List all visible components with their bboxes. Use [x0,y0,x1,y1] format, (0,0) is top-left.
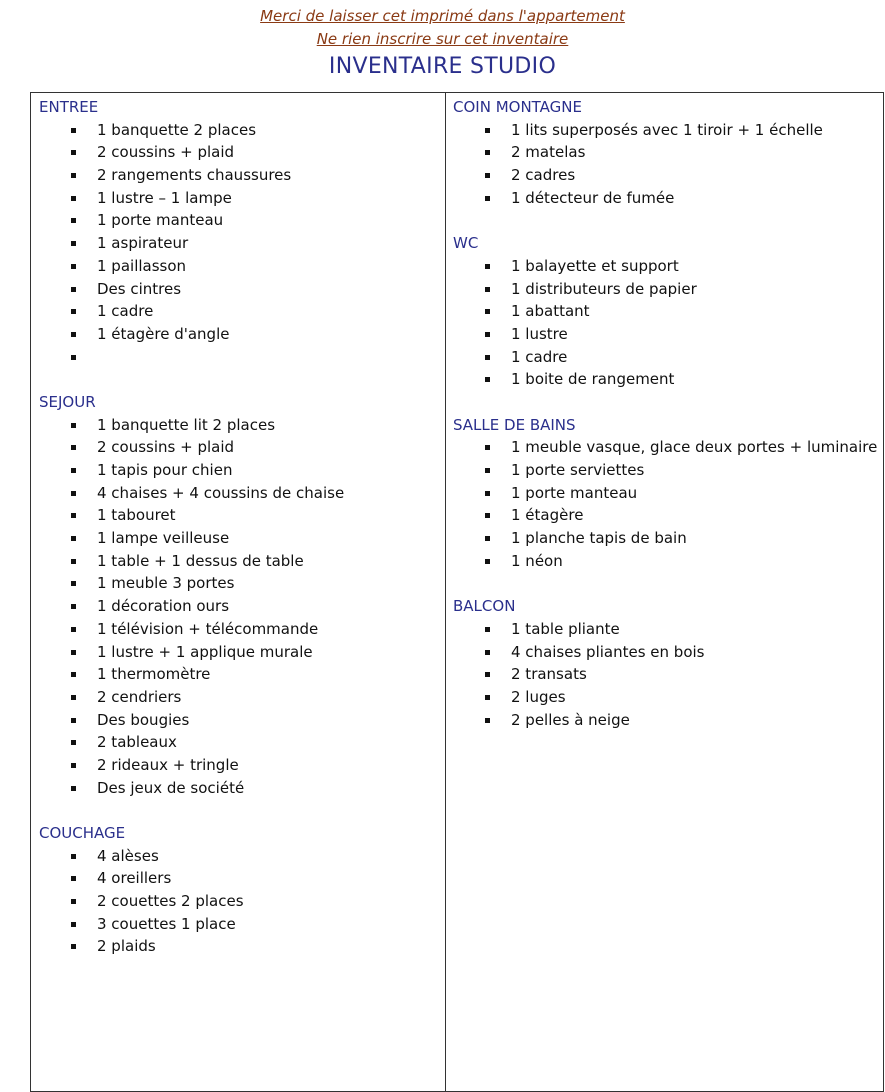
list-item [39,414,439,437]
square-bullet-icon [71,672,76,677]
square-bullet-icon [71,423,76,428]
list-item [453,164,881,187]
list-item [39,709,439,732]
list-item [453,663,881,686]
square-bullet-icon [71,627,76,632]
section-spacer [453,209,881,232]
list-item-label: 4 alèses [97,846,159,865]
list-coin-montagne [453,119,881,210]
list-item-label: 3 couettes 1 place [97,914,236,933]
list-item-label: 2 luges [511,687,566,706]
section-title-sejour: SEJOUR [39,392,96,411]
list-item-label: 1 porte manteau [97,211,224,230]
list-item [453,141,881,164]
square-bullet-icon [71,718,76,723]
section-spacer [453,391,881,414]
list-entree [39,119,439,369]
list-item-label: 2 tableaux [97,733,177,752]
list-item [39,164,439,187]
list-item-label: 1 distributeurs de papier [511,279,697,298]
square-bullet-icon [71,740,76,745]
list-item [39,663,439,686]
section-spacer [39,799,439,822]
list-item [453,119,881,142]
list-item [453,187,881,210]
square-bullet-icon [485,695,490,700]
list-item [39,550,439,573]
list-item-label: 2 coussins + plaid [97,438,235,457]
list-item-label: 1 meuble vasque, glace deux portes + luminaire [511,438,878,457]
list-item [39,346,439,369]
list-item-label: 1 table pliante [511,619,620,638]
list-item [39,459,439,482]
list-balcon [453,618,881,731]
square-bullet-icon [71,196,76,201]
square-bullet-icon [485,173,490,178]
list-item-label: 1 télévision + télécommande [97,619,319,638]
list-item [453,368,881,391]
section-title-coin-montagne: COIN MONTAGNE [453,98,582,116]
list-item [39,209,439,232]
list-item [39,482,439,505]
section-title-couchage: COUCHAGE [39,824,126,842]
list-item-label: 1 cadre [97,302,154,321]
list-item-label: 2 rangements chaussures [97,166,292,185]
list-item-label: 1 décoration ours [97,597,230,616]
square-bullet-icon [71,173,76,178]
square-bullet-icon [71,309,76,314]
list-item-label: 1 tapis pour chien [97,461,233,479]
square-bullet-icon [485,128,490,133]
section-spacer [453,572,881,595]
square-bullet-icon [71,128,76,133]
square-bullet-icon [71,854,76,859]
list-salle-de-bains [453,436,881,572]
square-bullet-icon [71,468,76,473]
square-bullet-icon [71,650,76,655]
list-item-label: 1 boite de rangement [511,370,675,389]
list-item-label: 1 détecteur de fumée [511,188,675,207]
list-item [39,867,439,890]
square-bullet-icon [71,264,76,269]
square-bullet-icon [485,650,490,655]
square-bullet-icon [71,332,76,337]
list-item [453,436,881,459]
list-item-label: Des bougies [97,710,190,729]
square-bullet-icon [71,445,76,450]
list-item [39,572,439,595]
list-item [39,777,439,800]
list-item-label: 1 thermomètre [97,665,211,684]
list-item [453,278,881,301]
list-item [453,346,881,369]
section-title-entree: ENTREE [39,98,99,116]
list-item-label: 2 cendriers [97,687,182,706]
list-item-label: 4 oreillers [97,869,172,888]
list-sejour [39,414,439,800]
square-bullet-icon [485,672,490,677]
square-bullet-icon [71,604,76,609]
list-item-label: 2 cadres [511,166,576,185]
list-item-label: 2 rideaux + tringle [97,755,239,774]
list-item [39,731,439,754]
list-item [453,255,881,278]
square-bullet-icon [485,536,490,541]
square-bullet-icon [485,559,490,564]
square-bullet-icon [485,491,490,496]
square-bullet-icon [71,513,76,518]
list-item-label: 1 banquette 2 places [97,120,257,139]
column-divider [445,93,446,1091]
list-item [453,482,881,505]
list-item [39,641,439,664]
list-item [39,890,439,913]
section-title-balcon: BALCON [453,597,516,616]
square-bullet-icon [71,218,76,223]
list-item [453,527,881,550]
list-item-label: 1 lits superposés avec 1 tiroir + 1 échelle [511,120,823,139]
list-item [39,935,439,958]
list-item [453,300,881,323]
square-bullet-icon [485,196,490,201]
list-item [39,119,439,142]
list-item-label: 1 cadre [511,347,568,366]
list-item [453,459,881,482]
list-item [39,187,439,210]
list-item-label: 2 pelles à neige [511,710,630,729]
square-bullet-icon [485,445,490,450]
list-item-label: 1 tabouret [97,506,176,525]
page-title: INVENTAIRE STUDIO [328,54,557,79]
square-bullet-icon [71,763,76,768]
list-item-label: 1 lustre – 1 lampe [97,188,232,207]
list-item-label: 1 porte manteau [511,483,638,502]
list-item [39,527,439,550]
list-item-label: Des jeux de société [97,778,245,797]
section-title-salle-de-bains: SALLE DE BAINS [453,415,576,434]
list-item-label: 1 planche tapis de bain [511,529,687,548]
list-item [39,754,439,777]
list-item-label: 1 paillasson [97,256,187,275]
list-item-label: 1 table + 1 dessus de table [97,551,304,570]
list-wc [453,255,881,391]
list-item-label: 2 matelas [511,143,586,162]
square-bullet-icon [485,309,490,314]
notice-keep-document: Merci de laisser cet imprimé dans l'appartement [260,7,625,25]
square-bullet-icon [485,718,490,723]
square-bullet-icon [485,332,490,337]
list-item-label: 1 étagère [511,506,584,525]
list-item-label: 1 lampe veilleuse [97,529,230,548]
square-bullet-icon [71,922,76,927]
list-couchage [39,845,439,958]
list-item-label: 1 balayette et support [511,256,679,275]
square-bullet-icon [71,695,76,700]
square-bullet-icon [485,287,490,292]
list-item-label: 1 lustre [511,324,568,343]
list-item-label: 1 abattant [511,302,590,321]
list-item-label: 2 couettes 2 places [97,892,244,911]
list-item-label: 1 banquette lit 2 places [97,415,276,434]
section-spacer [39,368,439,391]
square-bullet-icon [485,468,490,473]
list-item [39,845,439,868]
square-bullet-icon [485,150,490,155]
square-bullet-icon [71,491,76,496]
notice-do-not-write: Ne rien inscrire sur cet inventaire [316,30,569,48]
list-item-label: 4 chaises + 4 coussins de chaise [97,483,345,502]
list-item [39,300,439,323]
list-item [39,323,439,346]
list-item-label: 1 néon [511,551,563,570]
list-item [453,504,881,527]
square-bullet-icon [485,513,490,518]
list-item [39,504,439,527]
list-item-label: 2 coussins + plaid [97,143,235,162]
list-item [453,618,881,641]
square-bullet-icon [71,944,76,949]
list-item [453,550,881,573]
square-bullet-icon [71,241,76,246]
square-bullet-icon [71,287,76,292]
square-bullet-icon [485,377,490,382]
list-item [39,618,439,641]
square-bullet-icon [485,264,490,269]
list-item-label: 2 transats [511,665,587,684]
square-bullet-icon [71,581,76,586]
square-bullet-icon [71,786,76,791]
inventory-table [30,92,884,1092]
list-item [453,641,881,664]
left-column [39,96,439,958]
list-item-label: 4 chaises pliantes en bois [511,642,705,661]
list-item [39,913,439,936]
square-bullet-icon [71,536,76,541]
section-title-wc: WC [453,234,479,253]
list-item [39,141,439,164]
list-item-label: 2 plaids [97,937,156,956]
square-bullet-icon [485,627,490,632]
list-item [453,323,881,346]
list-item [39,595,439,618]
list-item-label: 1 porte serviettes [511,461,645,479]
square-bullet-icon [71,899,76,904]
list-item [39,436,439,459]
square-bullet-icon [71,355,76,360]
square-bullet-icon [71,150,76,155]
list-item-label: Des cintres [97,279,182,298]
list-item-label: 1 aspirateur [97,234,189,253]
list-item [39,686,439,709]
square-bullet-icon [485,355,490,360]
right-column [453,96,881,731]
square-bullet-icon [71,876,76,881]
list-item [39,255,439,278]
list-item [453,686,881,709]
list-item [39,232,439,255]
list-item-label: 1 lustre + 1 applique murale [97,642,313,661]
list-item-label: 1 étagère d'angle [97,324,230,343]
list-item [39,278,439,301]
list-item [453,709,881,732]
square-bullet-icon [71,559,76,564]
list-item-label: 1 meuble 3 portes [97,574,235,593]
